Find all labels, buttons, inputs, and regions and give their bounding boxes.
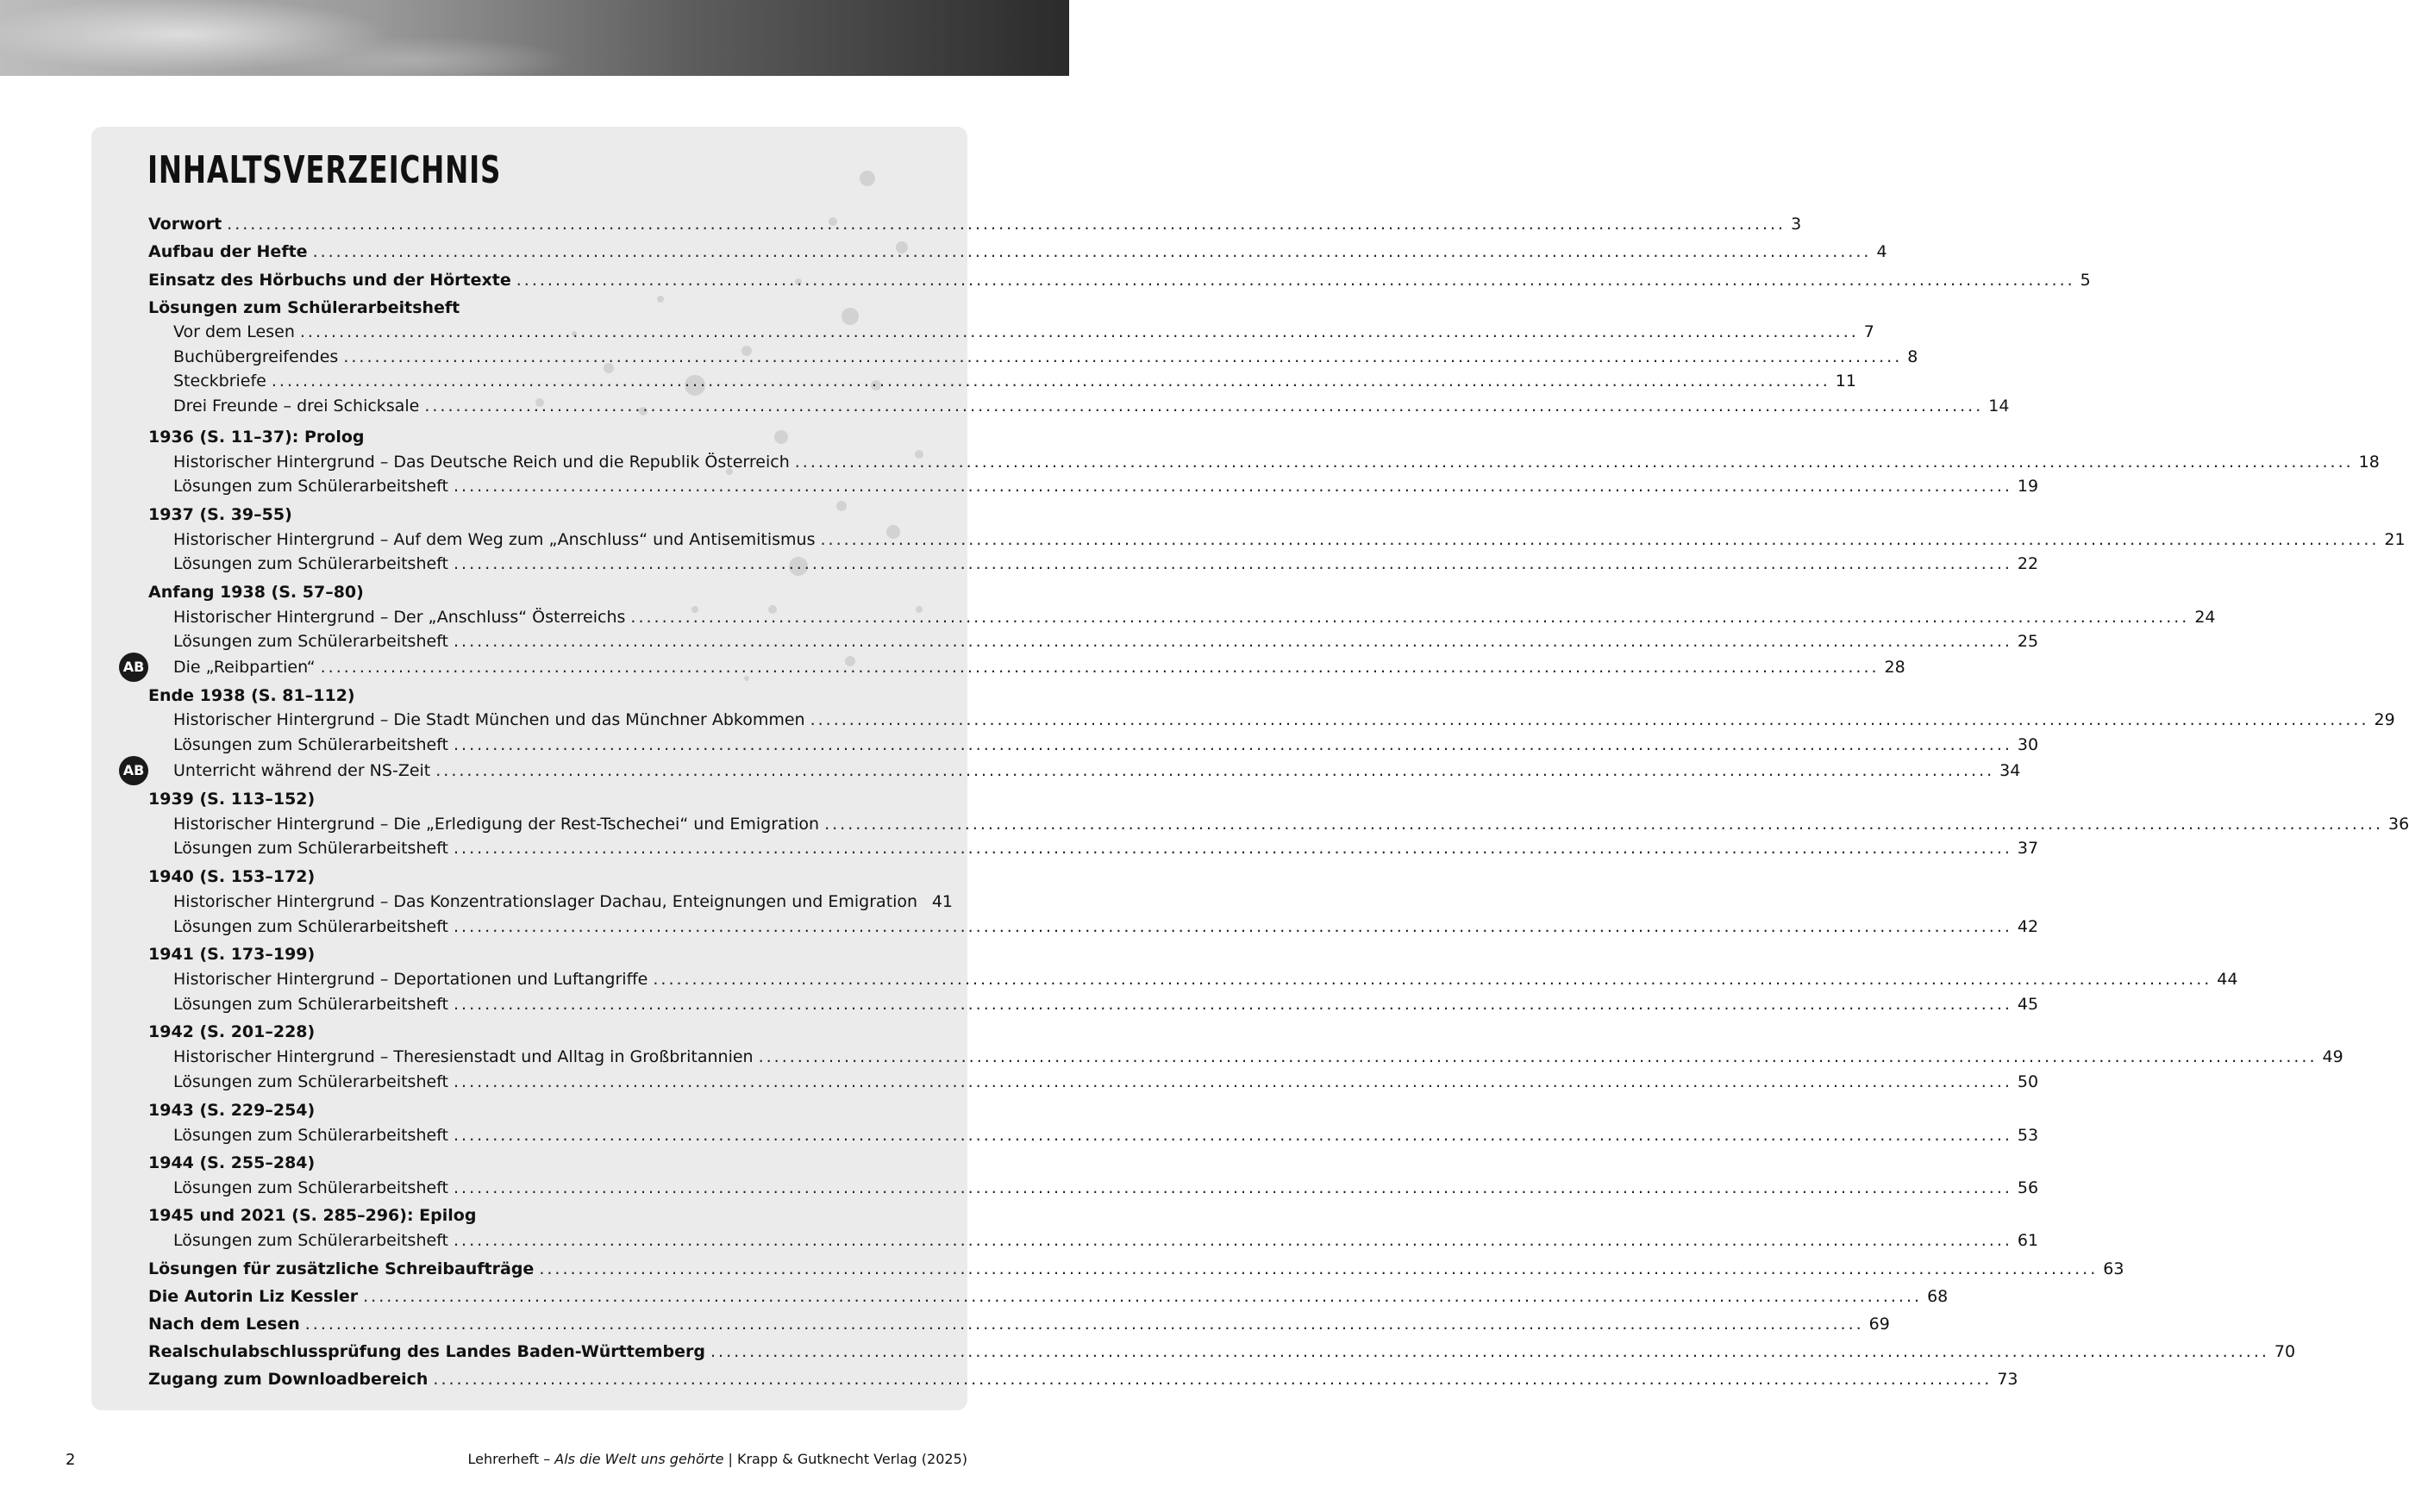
toc-entry — [0, 1045, 2343, 1069]
dot-leader: ........................................................................................................................................................................................................ — [312, 242, 1872, 261]
toc-entry — [0, 320, 1874, 344]
toc-entry — [0, 967, 2238, 991]
toc-page-number: 8 — [1907, 347, 1918, 366]
toc-entry-line — [148, 425, 953, 449]
toc-entry — [0, 1176, 2039, 1200]
toc-entry-title: Vor dem Lesen — [173, 322, 295, 341]
toc-entry-title: Lösungen zum Schülerarbeitsheft — [173, 477, 448, 496]
toc-entry — [0, 369, 1856, 393]
dot-leader: ........................................................................................................................................................................................................ — [454, 839, 2012, 858]
toc-entry-line — [173, 836, 2039, 860]
toc-entry-title: Lösungen zum Schülerarbeitsheft — [173, 839, 448, 858]
toc-entry — [0, 1070, 2039, 1094]
dot-leader: ........................................................................................................................................................................................................ — [454, 632, 2012, 651]
toc-page-number: 56 — [2017, 1178, 2039, 1197]
dot-leader: ........................................................................................................................................................................................................ — [516, 271, 2075, 290]
dot-leader: ........................................................................................................................................................................................................ — [227, 215, 1786, 234]
toc-entry-title: Einsatz des Hörbuchs und der Hörtexte — [148, 271, 511, 290]
toc-page-number: 5 — [2080, 271, 2091, 290]
toc-page-number: 7 — [1863, 322, 1874, 341]
toc-page-number: 3 — [1791, 215, 1802, 234]
dot-leader: ........................................................................................................................................................................................................ — [454, 735, 2012, 754]
toc-entry-title: Lösungen zum Schülerarbeitsheft — [173, 735, 448, 754]
toc-entry-title: Drei Freunde – drei Schicksale — [173, 397, 420, 415]
header-banner-image — [0, 0, 1069, 76]
toc-entry — [0, 812, 2409, 836]
toc-section — [0, 503, 1069, 527]
toc-entry — [0, 629, 2039, 653]
toc-entry-title: Historischer Hintergrund – Theresienstadt und Alltag in Großbritannien — [173, 1047, 754, 1066]
toc-entry-title: 1940 (S. 153–172) — [148, 867, 316, 886]
toc-section — [0, 425, 1069, 449]
toc-entry-line — [173, 474, 2039, 498]
toc-page-number: 42 — [2017, 917, 2039, 936]
toc-entry-title: Lösungen zum Schülerarbeitsheft — [173, 995, 448, 1014]
toc-entry-title: Zugang zum Downloadbereich — [148, 1370, 429, 1389]
toc-entry-title: Historischer Hintergrund – Auf dem Weg zum „Anschluss“ und Antisemitismus — [173, 530, 816, 549]
toc-section — [0, 1151, 1069, 1175]
toc-page-number: 19 — [2017, 477, 2039, 496]
toc-entry — [0, 528, 2406, 552]
toc-page-number: 61 — [2017, 1231, 2039, 1250]
toc-section — [0, 1367, 2018, 1391]
toc-entry-line — [148, 268, 2091, 292]
toc-entry-line — [173, 708, 2395, 732]
toc-entry — [0, 836, 2039, 860]
dot-leader: ........................................................................................................................................................................................................ — [454, 1126, 2012, 1145]
toc-entry — [0, 655, 1905, 679]
toc-section — [0, 865, 1069, 889]
toc-entry-line — [148, 1151, 953, 1175]
toc-page-number: 30 — [2017, 735, 2039, 754]
toc-entry-line — [173, 1045, 2343, 1069]
toc-entry-title: Lösungen zum Schülerarbeitsheft — [173, 1072, 448, 1091]
toc-page-number: 29 — [2374, 710, 2395, 729]
toc-entry-line — [173, 450, 2380, 474]
toc-entry-title: Nach dem Lesen — [148, 1315, 300, 1334]
toc-entry-title: 1939 (S. 113–152) — [148, 790, 316, 809]
toc-entry-line — [148, 684, 953, 708]
toc-entry-title: Lösungen für zusätzliche Schreibaufträge — [148, 1259, 535, 1278]
toc-entry-title: Realschulabschlussprüfung des Landes Baden-Württemberg — [148, 1342, 705, 1361]
toc-entry — [0, 1228, 2039, 1253]
toc-page-number: 4 — [1876, 242, 1887, 261]
toc-page-number: 44 — [2217, 970, 2238, 989]
dot-leader: ........................................................................................................................................................................................................ — [824, 815, 2384, 834]
dot-leader: ........................................................................................................................................................................................................ — [320, 658, 1880, 677]
toc-entry-line — [173, 1123, 2039, 1147]
dot-leader: ........................................................................................................................................................................................................ — [710, 1342, 2269, 1361]
toc-entry-title: 1936 (S. 11–37): Prolog — [148, 428, 365, 447]
toc-section — [0, 580, 1069, 604]
dot-leader: ........................................................................................................................................................................................................ — [433, 1370, 1993, 1389]
toc-page-number: 73 — [1997, 1370, 2018, 1389]
toc-page-number: 50 — [2017, 1072, 2039, 1091]
toc-entry-title: 1942 (S. 201–228) — [148, 1022, 316, 1041]
toc-entry-title: Lösungen zum Schülerarbeitsheft — [173, 1231, 448, 1250]
toc-entry-title: 1944 (S. 255–284) — [148, 1153, 316, 1172]
toc-page-number: 14 — [1988, 397, 2010, 415]
toc-entry-title: Die Autorin Liz Kessler — [148, 1287, 359, 1306]
toc-entry-line — [173, 394, 2010, 418]
toc-section — [0, 268, 2091, 292]
toc-entry-title: 1937 (S. 39–55) — [148, 505, 292, 524]
toc-entry-title: Lösungen zum Schülerarbeitsheft — [173, 1126, 448, 1145]
dot-leader: ........................................................................................................................................................................................................ — [810, 710, 2369, 729]
toc-page-number: 36 — [2388, 815, 2409, 834]
toc-entry-line — [148, 1367, 2018, 1391]
toc-entry-line — [173, 320, 1874, 344]
toc-page-number: 37 — [2017, 839, 2039, 858]
toc-entry — [0, 708, 2395, 732]
toc-page-number: 69 — [1868, 1315, 1890, 1334]
toc-entry-line — [173, 890, 953, 914]
toc-section — [0, 1284, 1949, 1309]
toc-page-number: 28 — [1884, 658, 1905, 677]
toc-section — [0, 1340, 2296, 1364]
toc-entry-line — [173, 605, 2216, 629]
toc-entry-line — [148, 1312, 1890, 1336]
dot-leader: ........................................................................................................................................................................................................ — [363, 1287, 1923, 1306]
toc-entry-line — [173, 1228, 2039, 1253]
toc-entry — [0, 450, 2380, 474]
dot-leader: ........................................................................................................................................................................................................ — [435, 761, 1995, 780]
toc-page-number: 11 — [1835, 372, 1856, 390]
toc-page-number: 63 — [2103, 1259, 2124, 1278]
toc-page-number: 41 — [931, 892, 953, 911]
dot-leader: ........................................................................................................................................................................................................ — [304, 1315, 1864, 1334]
toc-entry-title: Ende 1938 (S. 81–112) — [148, 686, 355, 705]
toc-entry-line — [148, 296, 953, 320]
toc-page-number: 34 — [1999, 761, 2021, 780]
dot-leader: ........................................................................................................................................................................................................ — [653, 970, 2212, 989]
toc-page-number: 68 — [1927, 1287, 1949, 1306]
dot-leader: ........................................................................................................................................................................................................ — [424, 397, 1984, 415]
toc-entry — [0, 992, 2039, 1016]
toc-page-number: 22 — [2017, 554, 2039, 573]
dot-leader: ........................................................................................................................................................................................................ — [454, 1072, 2012, 1091]
footer-prefix: Lehrerheft – — [467, 1451, 555, 1467]
footer-book-title: Als die Welt uns gehörte — [554, 1451, 724, 1467]
toc-entry — [0, 394, 2010, 418]
toc-entry-line — [173, 1070, 2039, 1094]
toc-entry-line — [148, 1203, 953, 1228]
page-title: INHALTSVERZEICHNIS — [147, 148, 502, 192]
toc-entry-title: Lösungen zum Schülerarbeitsheft — [173, 917, 448, 936]
toc-entry-title: Anfang 1938 (S. 57–80) — [148, 583, 364, 602]
toc-entry-line — [173, 992, 2039, 1016]
toc-entry-line — [148, 1020, 953, 1044]
toc-page-number: 70 — [2274, 1342, 2296, 1361]
toc-page-number: 18 — [2358, 453, 2380, 472]
toc-entry-title: Die „Reibpartien“ — [173, 658, 316, 677]
toc-section — [0, 1257, 2124, 1281]
toc-entry-title: 1943 (S. 229–254) — [148, 1101, 316, 1120]
dot-leader: ........................................................................................................................................................................................................ — [454, 917, 2012, 936]
dot-leader: ........................................................................................................................................................................................................ — [454, 1178, 2012, 1197]
toc-entry — [0, 733, 2039, 757]
toc-page-number: 49 — [2322, 1047, 2343, 1066]
toc-entry-line — [148, 1257, 2124, 1281]
toc-entry-line — [173, 967, 2238, 991]
toc-entry — [0, 759, 2021, 783]
page-number: 2 — [66, 1451, 76, 1469]
toc-entry-title: Buchübergreifendes — [173, 347, 339, 366]
toc-entry-line — [148, 1340, 2296, 1364]
dot-leader: ........................................................................................................................................................................................................ — [343, 347, 1903, 366]
toc-entry-line — [173, 733, 2039, 757]
toc-entry — [0, 890, 1069, 914]
toc-section — [0, 1020, 1069, 1044]
toc-entry-title: Lösungen zum Schülerarbeitsheft — [173, 554, 448, 573]
footer-suffix: | Krapp & Gutknecht Verlag (2025) — [723, 1451, 967, 1467]
toc-section — [0, 212, 1802, 236]
toc-entry-line — [148, 212, 1802, 236]
toc-entry — [0, 345, 1918, 369]
toc-entry-line — [173, 812, 2409, 836]
toc-entry-line — [148, 1284, 1949, 1309]
toc-entry-title: Historischer Hintergrund – Der „Anschluss“ Österreichs — [173, 608, 626, 627]
toc-entry-line — [173, 655, 1905, 679]
toc-entry-line — [173, 345, 1918, 369]
toc-section — [0, 1312, 1890, 1336]
dot-leader: ........................................................................................................................................................................................................ — [271, 372, 1830, 390]
toc-section — [0, 942, 1069, 966]
toc-entry-title: Historischer Hintergrund – Die „Erledigung der Rest-Tschechei“ und Emigration — [173, 815, 820, 834]
toc-entry-title: 1945 und 2021 (S. 285–296): Epilog — [148, 1206, 477, 1225]
toc-section — [0, 1203, 1069, 1228]
toc-entry-line — [148, 942, 953, 966]
dot-leader: ........................................................................................................................................................................................................ — [454, 1231, 2012, 1250]
toc-entry-title: Lösungen zum Schülerarbeitsheft — [148, 298, 460, 317]
toc-entry-line — [173, 369, 1856, 393]
dot-leader: ........................................................................................................................................................................................................ — [758, 1047, 2318, 1066]
dot-leader: ........................................................................................................................................................................................................ — [454, 554, 2012, 573]
dot-leader: ........................................................................................................................................................................................................ — [820, 530, 2380, 549]
toc-entry — [0, 1123, 2039, 1147]
toc-section — [0, 296, 1069, 320]
toc-page-number: 53 — [2017, 1126, 2039, 1145]
dot-leader: ........................................................................................................................................................................................................ — [539, 1259, 2099, 1278]
toc-entry-line — [173, 528, 2406, 552]
toc-entry-line — [173, 915, 2039, 939]
toc-entry-title: Historischer Hintergrund – Das Konzentrationslager Dachau, Enteignungen und Emigration — [173, 892, 918, 911]
dot-leader: ........................................................................................................................................................................................................ — [454, 477, 2012, 496]
dot-leader: ........................................................................................................................................................................................................ — [299, 322, 1859, 341]
toc-entry-title: Historischer Hintergrund – Deportationen und Luftangriffe — [173, 970, 648, 989]
worksheet-badge: AB — [119, 653, 148, 682]
toc-entry-title: 1941 (S. 173–199) — [148, 945, 316, 964]
toc-entry-title: Lösungen zum Schülerarbeitsheft — [173, 1178, 448, 1197]
toc-entry-line — [148, 1098, 953, 1122]
toc-section — [0, 240, 1887, 264]
dot-leader: ........................................................................................................................................................................................................ — [794, 453, 2354, 472]
toc-entry — [0, 915, 2039, 939]
toc-entry — [0, 474, 2039, 498]
toc-page-number: 21 — [2384, 530, 2406, 549]
toc-section — [0, 684, 1069, 708]
toc-page-number: 25 — [2017, 632, 2039, 651]
toc-entry-title: Steckbriefe — [173, 372, 266, 390]
toc-entry-line — [173, 1176, 2039, 1200]
toc-entry-line — [173, 759, 2021, 783]
toc-entry-title: Unterricht während der NS-Zeit — [173, 761, 431, 780]
toc-page-number: 24 — [2194, 608, 2216, 627]
toc-entry-title: Vorwort — [148, 215, 222, 234]
dot-leader: ........................................................................................................................................................................................................ — [630, 608, 2190, 627]
worksheet-badge: AB — [119, 756, 148, 785]
toc-entry-line — [148, 787, 953, 811]
toc-entry-title: Historischer Hintergrund – Das Deutsche Reich und die Republik Österreich — [173, 453, 790, 472]
toc-section — [0, 1098, 1069, 1122]
toc-section — [0, 787, 1069, 811]
toc-entry-title: Lösungen zum Schülerarbeitsheft — [173, 632, 448, 651]
toc-entry-line — [148, 865, 953, 889]
toc-entry-line — [173, 552, 2039, 576]
toc-entry-line — [148, 580, 953, 604]
toc-entry-line — [148, 503, 953, 527]
toc-entry-title: Historischer Hintergrund – Die Stadt München und das Münchner Abkommen — [173, 710, 805, 729]
toc-entry-line — [148, 240, 1887, 264]
toc-entry-title: Aufbau der Hefte — [148, 242, 308, 261]
toc-page-number: 45 — [2017, 995, 2039, 1014]
toc-entry-line — [173, 629, 2039, 653]
footer-credit — [468, 1451, 967, 1467]
toc-entry — [0, 605, 2216, 629]
dot-leader: ........................................................................................................................................................................................................ — [454, 995, 2012, 1014]
toc-entry — [0, 552, 2039, 576]
